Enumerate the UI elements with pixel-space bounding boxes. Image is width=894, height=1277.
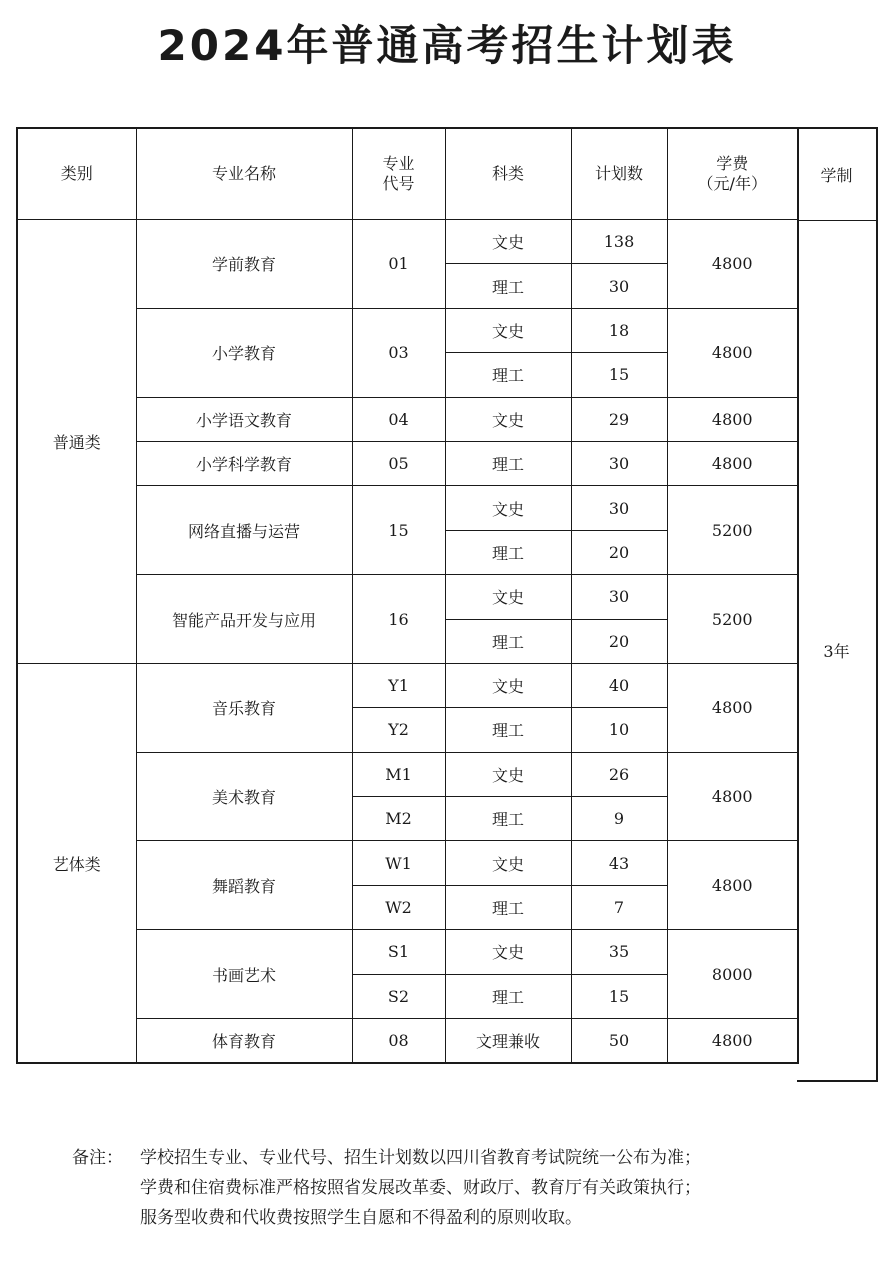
code-cell: 08 <box>352 1019 445 1064</box>
major-cell: 智能产品开发与应用 <box>136 575 352 664</box>
code-cell: S1 <box>352 930 445 974</box>
major-cell: 书画艺术 <box>136 930 352 1019</box>
header-fee-line1: 学费 <box>716 154 749 173</box>
code-cell: 03 <box>352 308 445 397</box>
enrollment-plan-table <box>16 127 799 1064</box>
header-major-name: 专业名称 <box>136 128 352 220</box>
plan-cell: 15 <box>571 353 667 397</box>
plan-cell: 50 <box>571 1019 667 1064</box>
subject-cell: 文史 <box>445 486 571 530</box>
code-cell: W1 <box>352 841 445 885</box>
code-cell: M2 <box>352 797 445 841</box>
subject-cell: 文史 <box>445 220 571 264</box>
code-cell: M1 <box>352 752 445 796</box>
plan-cell: 20 <box>571 530 667 574</box>
subject-cell: 理工 <box>445 530 571 574</box>
subject-cell: 文史 <box>445 308 571 352</box>
plan-cell: 18 <box>571 308 667 352</box>
header-subject: 科类 <box>445 128 571 220</box>
category-cell: 艺体类 <box>17 663 136 1063</box>
plan-cell: 40 <box>571 663 667 707</box>
subject-cell: 文史 <box>445 841 571 885</box>
code-cell: S2 <box>352 974 445 1018</box>
major-cell: 美术教育 <box>136 752 352 841</box>
fee-cell: 8000 <box>667 930 798 1019</box>
plan-cell: 35 <box>571 930 667 974</box>
plan-cell: 7 <box>571 885 667 929</box>
subject-cell: 理工 <box>445 353 571 397</box>
code-cell: Y2 <box>352 708 445 752</box>
subject-cell: 文史 <box>445 663 571 707</box>
plan-cell: 43 <box>571 841 667 885</box>
subject-cell: 文理兼收 <box>445 1019 571 1064</box>
subject-cell: 文史 <box>445 575 571 619</box>
plan-cell: 138 <box>571 220 667 264</box>
header-plan: 计划数 <box>571 128 667 220</box>
subject-cell: 理工 <box>445 619 571 663</box>
major-cell: 网络直播与运营 <box>136 486 352 575</box>
fee-cell: 4800 <box>667 397 798 441</box>
fee-cell: 4800 <box>667 308 798 397</box>
major-cell: 音乐教育 <box>136 663 352 752</box>
plan-cell: 26 <box>571 752 667 796</box>
fee-cell: 4800 <box>667 841 798 930</box>
fee-cell: 4800 <box>667 752 798 841</box>
plan-cell: 20 <box>571 619 667 663</box>
fee-cell: 5200 <box>667 486 798 575</box>
major-cell: 小学语文教育 <box>136 397 352 441</box>
header-duration: 学制 <box>797 129 876 221</box>
header-fee <box>667 128 798 220</box>
duration-column <box>797 127 878 1082</box>
subject-cell: 理工 <box>445 264 571 308</box>
notes-text-3: 服务型收费和代收费按照学生自愿和不得盈利的原则收取。 <box>140 1208 582 1228</box>
major-cell: 舞蹈教育 <box>136 841 352 930</box>
fee-cell: 4800 <box>667 663 798 752</box>
plan-cell: 29 <box>571 397 667 441</box>
plan-cell: 10 <box>571 708 667 752</box>
header-code-line1: 专业 <box>382 154 415 173</box>
duration-value: 3年 <box>823 641 850 661</box>
notes-label: 备注： <box>72 1148 123 1168</box>
header-fee-line2: （元/年） <box>697 174 767 193</box>
code-cell: 16 <box>352 575 445 664</box>
subject-cell: 理工 <box>445 885 571 929</box>
subject-cell: 文史 <box>445 752 571 796</box>
fee-cell: 4800 <box>667 1019 798 1064</box>
notes <box>72 1143 701 1233</box>
notes-text-2: 学费和住宿费标准严格按照省发展改革委、财政厅、教育厅有关政策执行； <box>140 1178 701 1198</box>
plan-cell: 30 <box>571 575 667 619</box>
plan-cell: 15 <box>571 974 667 1018</box>
code-cell: 01 <box>352 220 445 309</box>
category-cell: 普通类 <box>17 220 136 664</box>
header-major-code <box>352 128 445 220</box>
notes-text-1: 学校招生专业、专业代号、招生计划数以四川省教育考试院统一公布为准； <box>140 1148 701 1168</box>
fee-cell: 4800 <box>667 220 798 309</box>
subject-cell: 理工 <box>445 708 571 752</box>
plan-cell: 30 <box>571 264 667 308</box>
plan-cell: 9 <box>571 797 667 841</box>
page-title: 2024年普通高考招生计划表 <box>157 21 737 70</box>
table-header-row <box>17 128 798 220</box>
table-row <box>17 663 798 707</box>
major-cell: 小学科学教育 <box>136 441 352 485</box>
code-cell: Y1 <box>352 663 445 707</box>
code-cell: 15 <box>352 486 445 575</box>
major-cell: 学前教育 <box>136 220 352 309</box>
subject-cell: 理工 <box>445 797 571 841</box>
code-cell: 05 <box>352 441 445 485</box>
fee-cell: 4800 <box>667 441 798 485</box>
header-category: 类别 <box>17 128 136 220</box>
table-row <box>17 220 798 264</box>
subject-cell: 理工 <box>445 441 571 485</box>
plan-cell: 30 <box>571 486 667 530</box>
code-cell: W2 <box>352 885 445 929</box>
major-cell: 小学教育 <box>136 308 352 397</box>
notes-line-1 <box>72 1143 701 1173</box>
code-cell: 04 <box>352 397 445 441</box>
fee-cell: 5200 <box>667 575 798 664</box>
subject-cell: 文史 <box>445 397 571 441</box>
subject-cell: 理工 <box>445 974 571 1018</box>
major-cell: 体育教育 <box>136 1019 352 1064</box>
subject-cell: 文史 <box>445 930 571 974</box>
header-code-line2: 代号 <box>382 174 415 193</box>
plan-cell: 30 <box>571 441 667 485</box>
